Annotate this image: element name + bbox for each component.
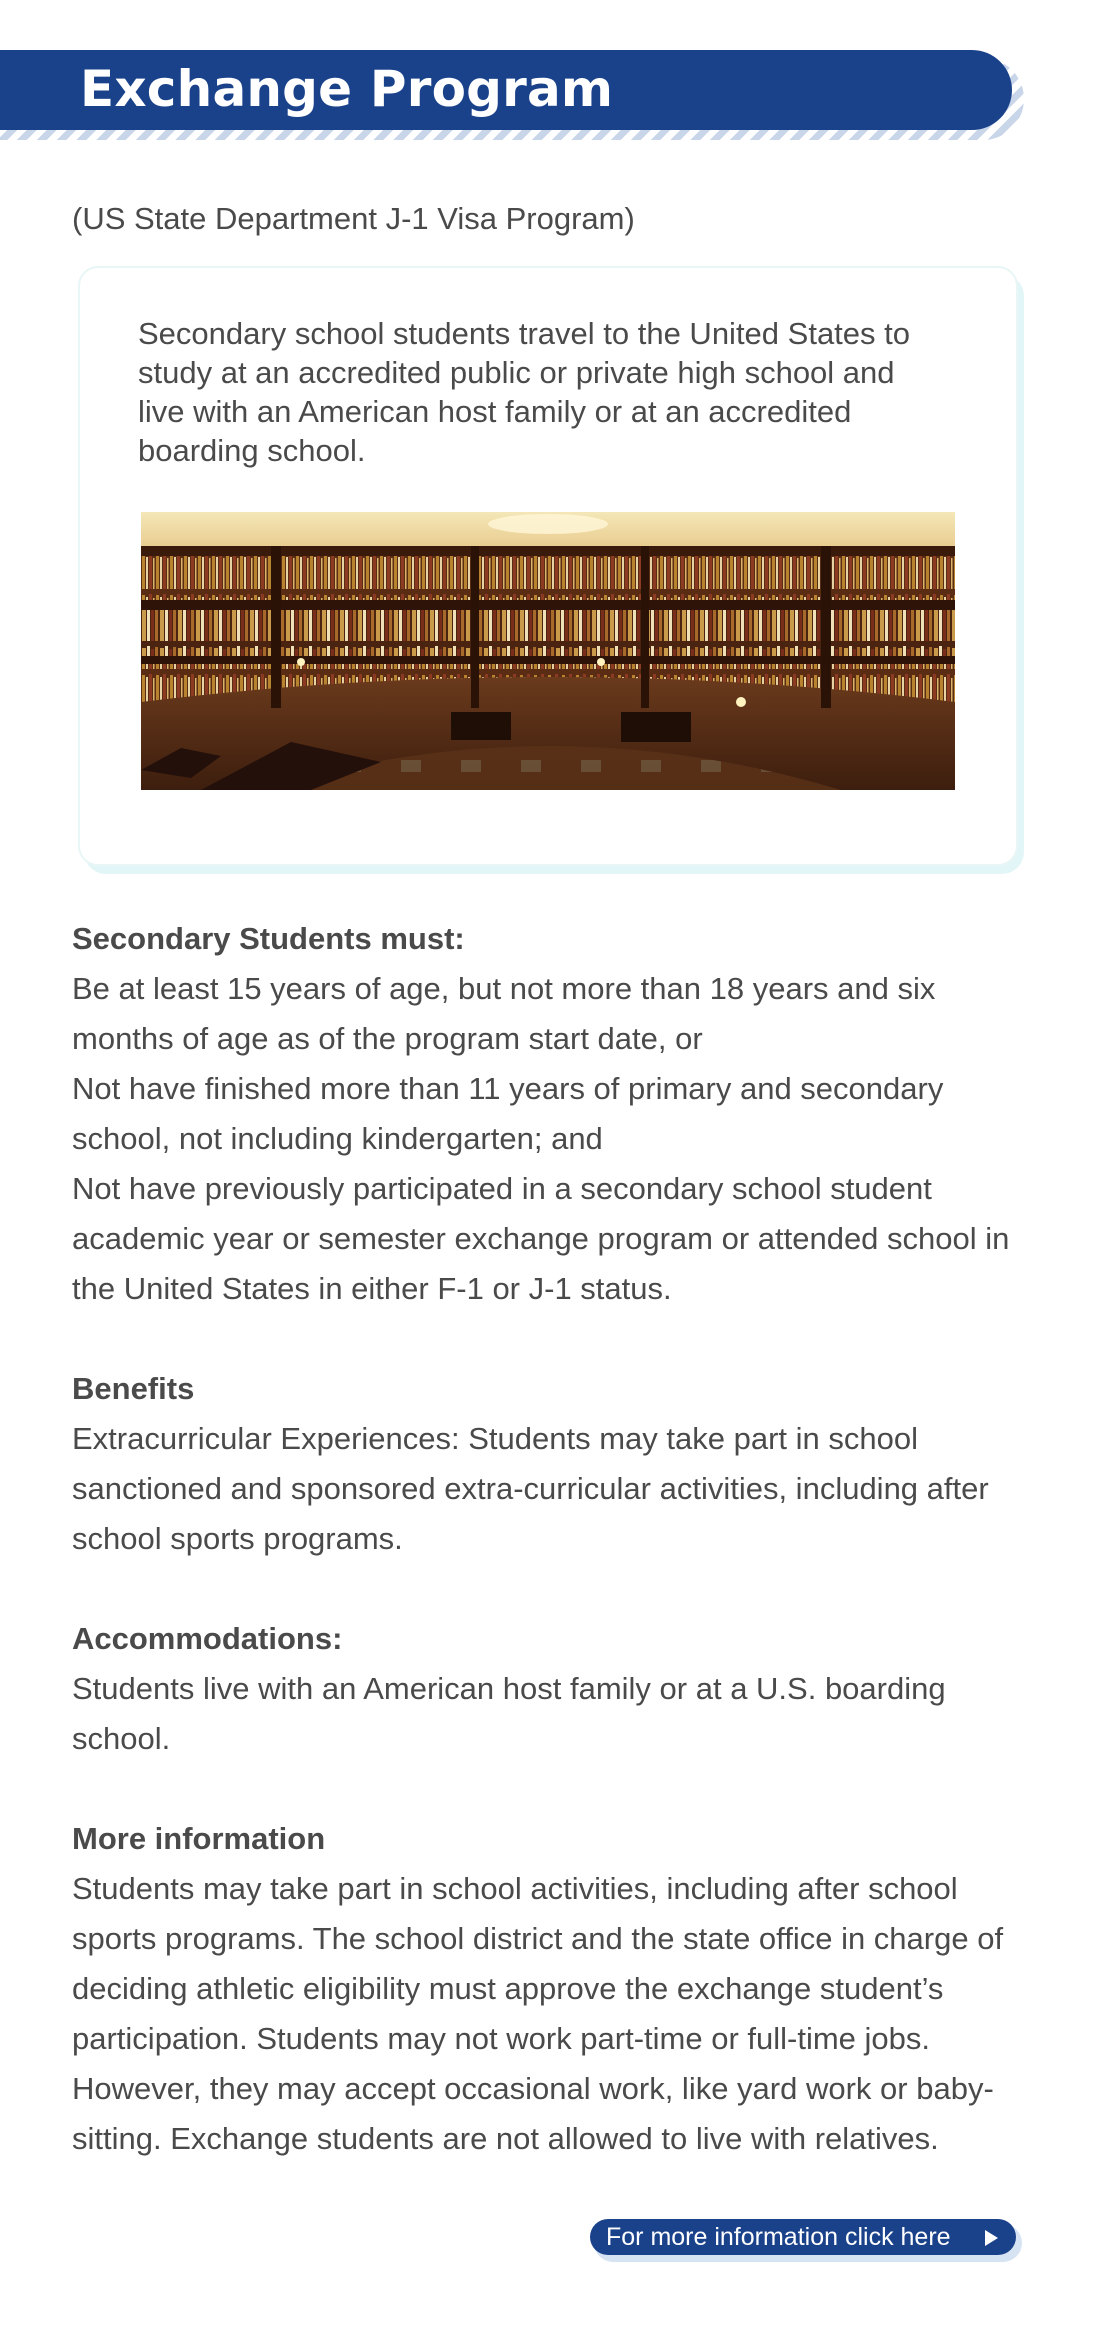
requirement-item: Be at least 15 years of age, but not more than 18 years and six months of age as of the program start date, or bbox=[72, 971, 936, 1056]
intro-text: Secondary school students travel to the United States to study at an accredited public or private high school and live with an American host family or at an accredited boarding school. bbox=[138, 316, 911, 468]
page-subtitle: (US State Department J-1 Visa Program) bbox=[72, 201, 635, 236]
play-arrow-icon bbox=[985, 2230, 998, 2246]
requirements-heading: Secondary Students must: bbox=[72, 921, 465, 956]
more-info-heading: More information bbox=[72, 1821, 326, 1856]
requirement-item: Not have finished more than 11 years of primary and secondary school, not including kindergarten; and bbox=[72, 1071, 944, 1156]
more-info-button-label: For more information click here bbox=[606, 2223, 951, 2251]
library-illustration bbox=[141, 512, 955, 790]
banner-bar bbox=[0, 50, 1012, 130]
page-title: Exchange Program bbox=[80, 60, 614, 118]
spacer bbox=[72, 1764, 1032, 1814]
more-info-text: Students may take part in school activities, including after school sports programs. The school district and the state office in charge of deciding athletic eligibility must approve the exchange student’s participation. Students may not work part-time or full-time jobs. However, they may accept occasional work, like yard work or baby-sitting. Exchange students are not allowed to live with relatives. bbox=[72, 1871, 1004, 2156]
spacer bbox=[72, 1564, 1032, 1614]
benefits-text: Extracurricular Experiences: Students may take part in school sanctioned and sponsored extra-curricular activities, including after school sports programs. bbox=[72, 1421, 989, 1556]
header-banner bbox=[0, 50, 1030, 140]
accommodations-heading: Accommodations: bbox=[72, 1621, 343, 1656]
spacer bbox=[72, 1314, 1032, 1364]
main-content bbox=[72, 914, 1032, 2164]
benefits-heading: Benefits bbox=[72, 1371, 195, 1406]
library-photo bbox=[141, 512, 955, 790]
requirement-item: Not have previously participated in a secondary school student academic year or semester exchange program or attended school in the United States in either F-1 or J-1 status. bbox=[72, 1171, 1010, 1306]
accommodations-text: Students live with an American host family or at a U.S. boarding school. bbox=[72, 1671, 946, 1756]
more-info-button[interactable] bbox=[590, 2219, 1016, 2255]
